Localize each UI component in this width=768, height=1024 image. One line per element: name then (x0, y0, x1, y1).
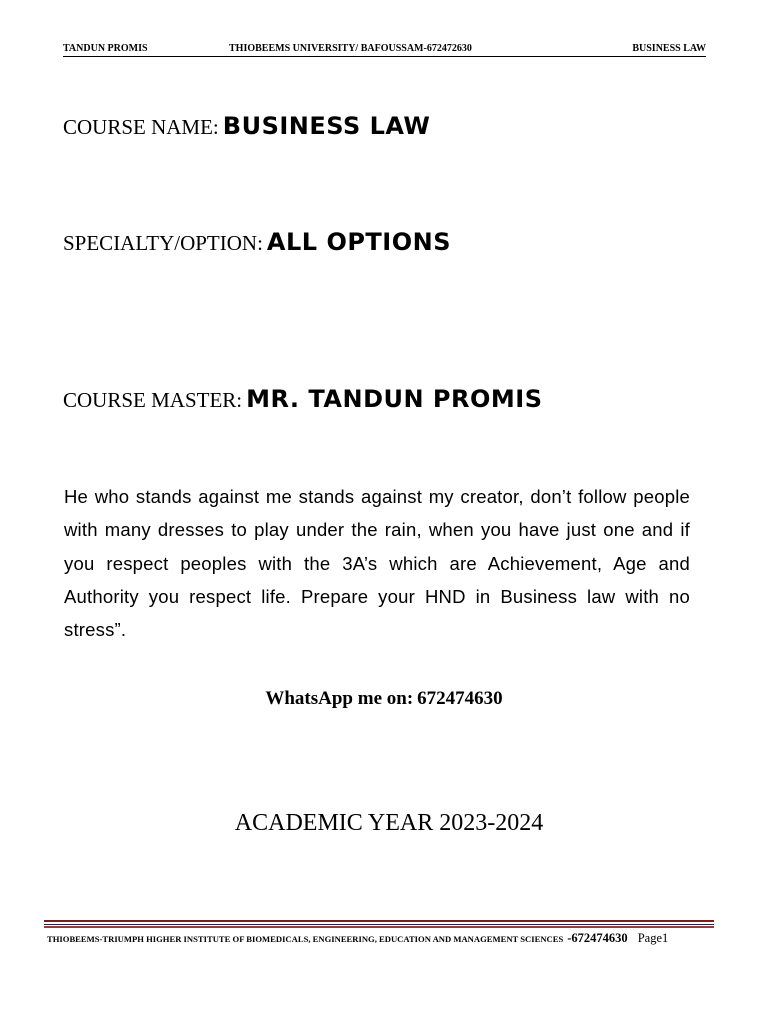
whatsapp-contact (0, 688, 768, 710)
course-name-value: BUSINESS LAW (222, 112, 431, 140)
course-master-label: COURSE MASTER: (63, 388, 243, 412)
page-footer (47, 929, 715, 947)
academic-year: ACADEMIC YEAR 2023-2024 (234, 810, 544, 836)
whatsapp-number: 672474630 (417, 688, 503, 709)
whatsapp-label: WhatsApp me on: (265, 688, 414, 709)
specialty-line (63, 228, 451, 256)
quote-paragraph: He who stands against me stands against my creator, don’t follow people with many dresses to play under the rain, when you have just one and if you respect peoples with the 3A’s which are Achievement, Age and Authority you respect life. Prepare your HND in Business law with no stress”. (64, 486, 690, 641)
header-university: THIOBEEMS UNIVERSITY/ BAFOUSSAM-672472630 (229, 43, 472, 54)
footer-institution: THIOBEEMS-TRIUMPH HIGHER INSTITUTE OF BIOMEDICALS, ENGINEERING, EDUCATION AND MANAGEMENT SCIENCES (47, 934, 564, 944)
course-master-value: MR. TANDUN PROMIS (246, 385, 543, 413)
course-name-label: COURSE NAME: (63, 115, 219, 139)
specialty-value: ALL OPTIONS (266, 228, 452, 256)
page-header (63, 42, 706, 57)
course-name-line (63, 112, 430, 140)
header-author: TANDUN PROMIS (63, 43, 148, 54)
page-number: Page1 (637, 931, 669, 945)
footer-divider (44, 920, 714, 928)
header-subject: BUSINESS LAW (632, 43, 706, 54)
footer-phone: -672474630 (567, 931, 628, 945)
specialty-label: SPECIALTY/OPTION: (63, 231, 263, 255)
course-master-line (63, 385, 543, 413)
